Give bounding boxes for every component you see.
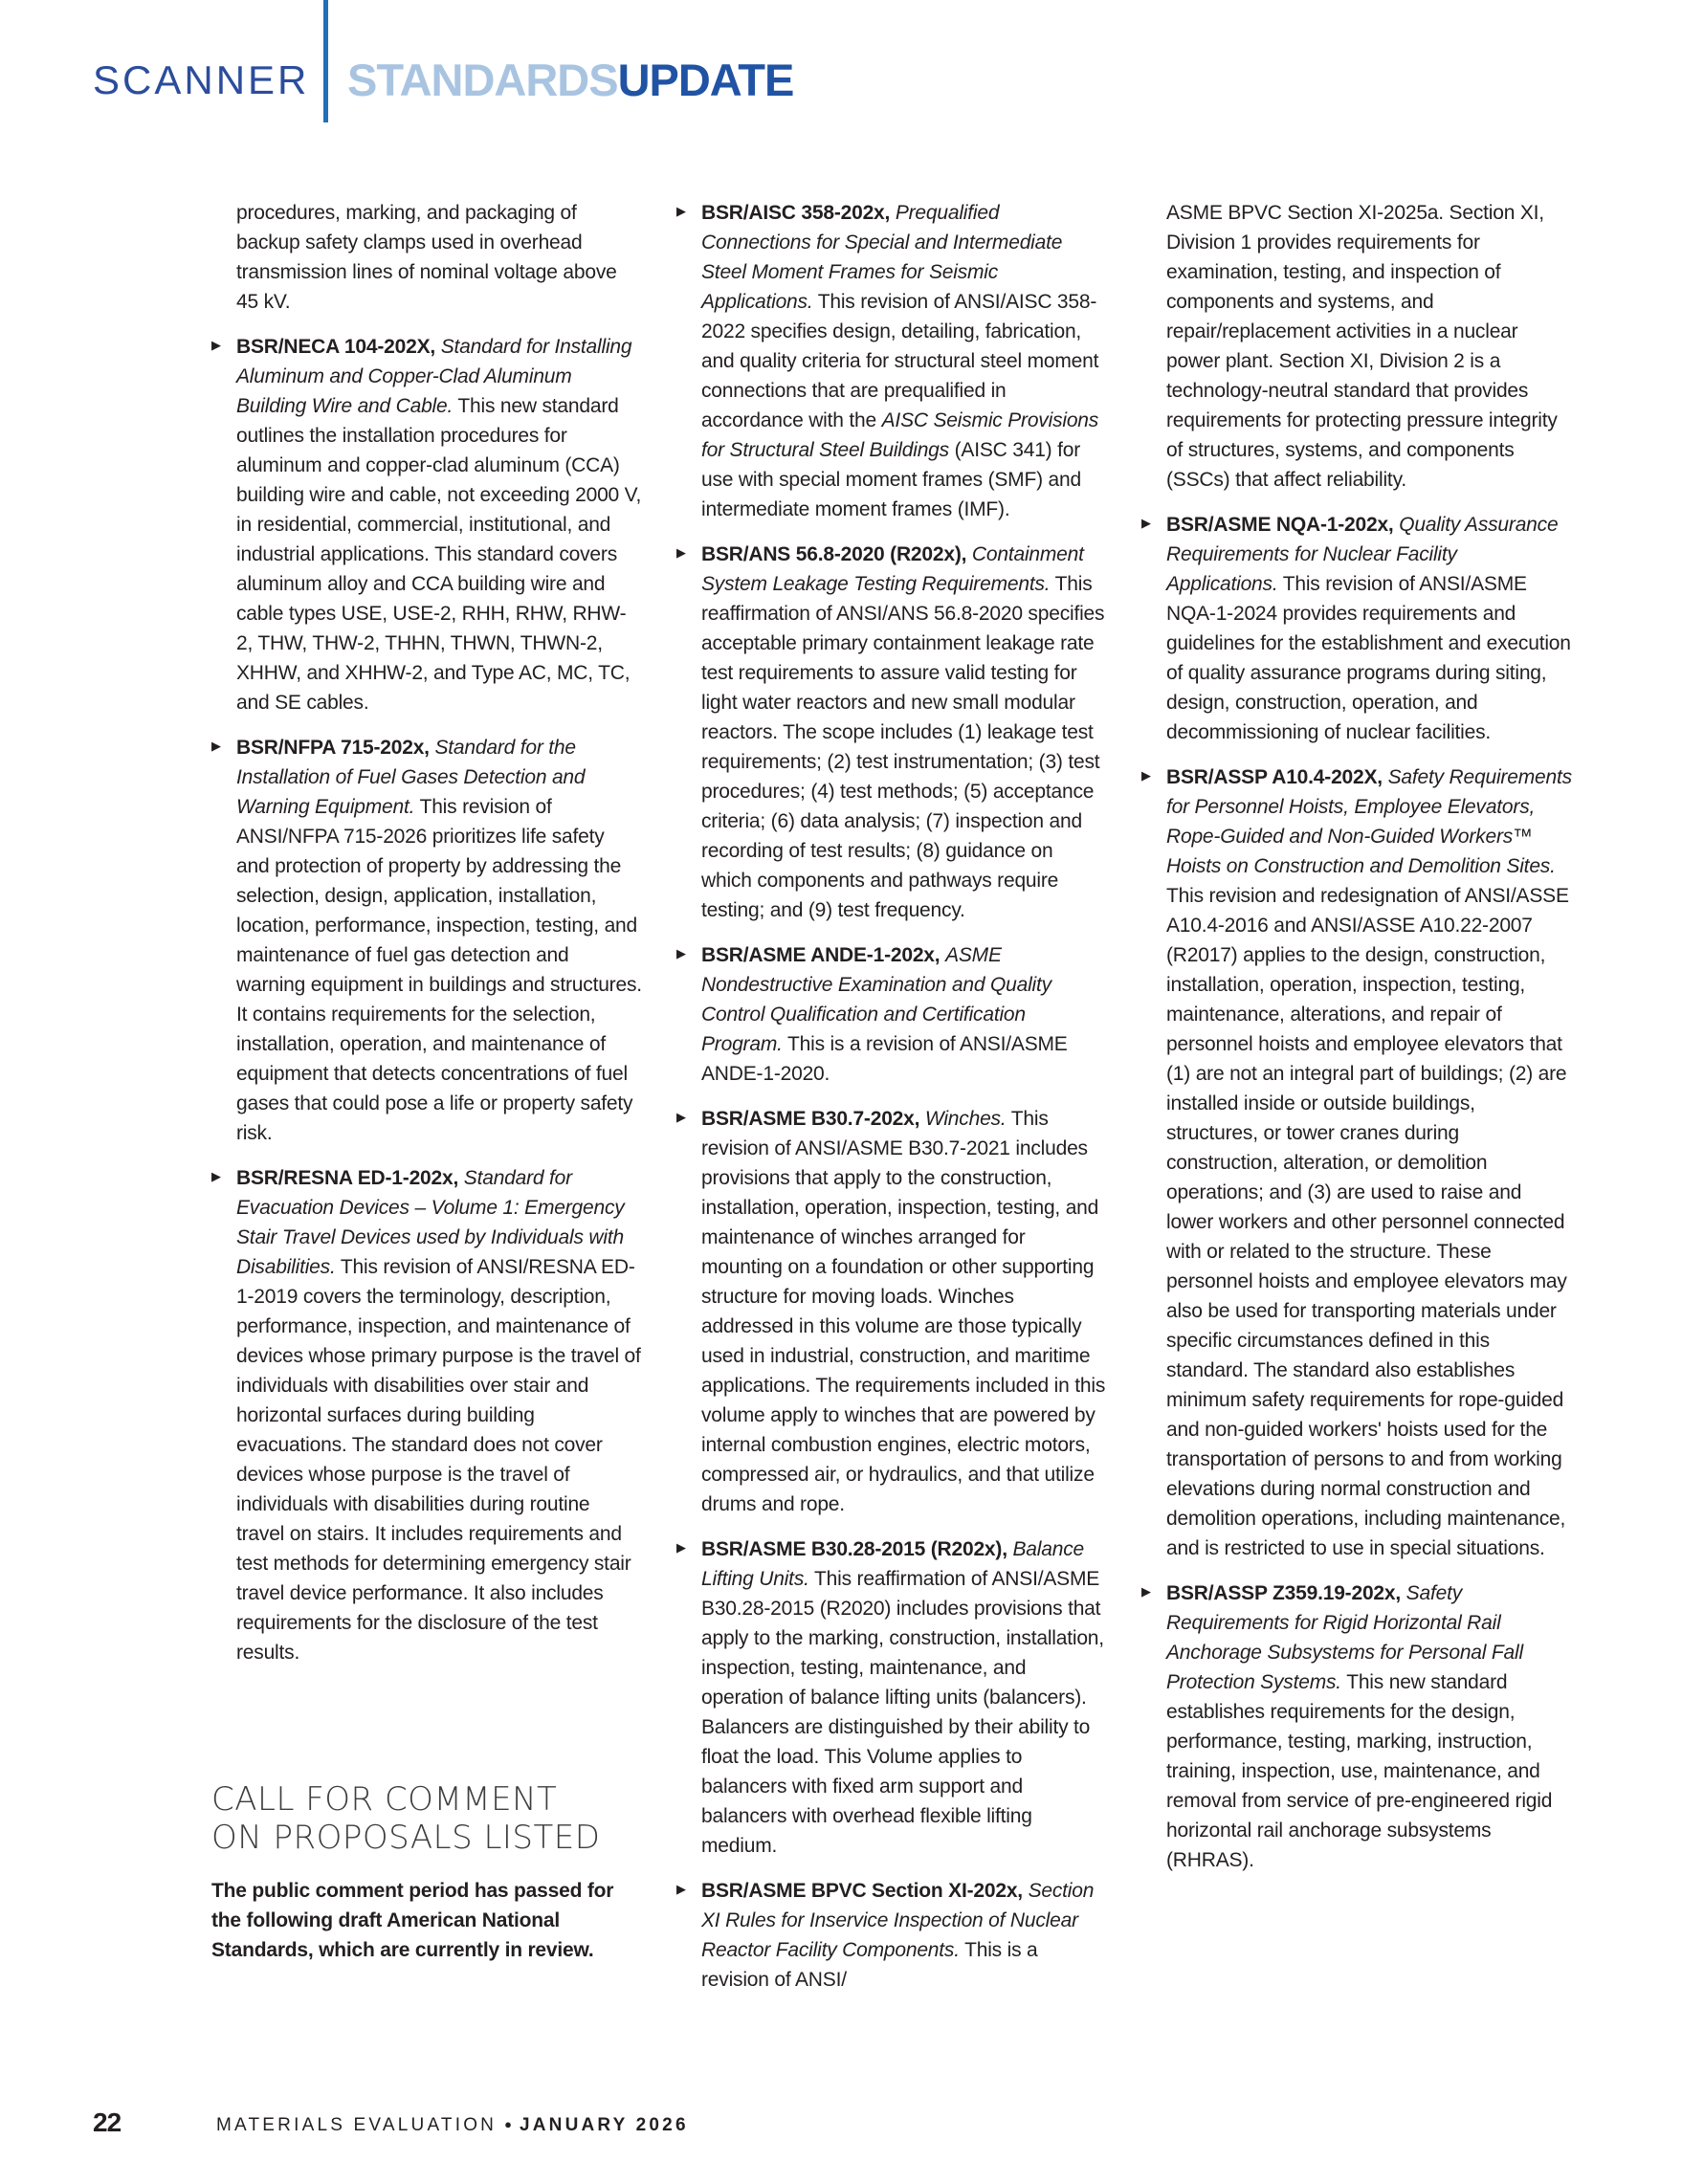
body-text: procedures, marking, and packaging of backup safety clamps used in overhead transmission lines of nominal voltage above 45 kV. (236, 202, 617, 313)
standard-entry (211, 733, 642, 1148)
triangle-bullet-icon: ▶ (676, 1110, 686, 1124)
header-divider-rule (323, 0, 328, 122)
entry-paragraph (236, 332, 642, 717)
body-text: This is a revision of ANSI/ (701, 1939, 1038, 1991)
triangle-bullet-icon: ▶ (211, 338, 221, 352)
standard-entry (676, 1876, 1107, 1995)
continuation-paragraph (1166, 198, 1572, 495)
triangle-bullet-icon: ▶ (676, 946, 686, 960)
body-text: This revision of ANSI/NFPA 715-2026 prioritizes life safety and protection of property by addressing the selection, design, application, installation, location, performance, inspection, testing, and maintenance of fuel gas detection and warning equipment in buildings and structures. It contains requirements for the selection, installation, operation, and maintenance of equipment that detects concentrations of fuel gases that could pose a life or property safety risk. (236, 796, 642, 1144)
issue-date: JANUARY 2026 (519, 2115, 689, 2135)
entry-title: Quality Assurance Requirements for Nuclear Facility Applications. (1166, 514, 1559, 595)
body-text: This revision of ANSI/AISC 358-2022 specifies design, detailing, fabrication, and quality criteria for structural steel moment connections that are prequalified in accordance with the (701, 291, 1099, 431)
body-italic-text: AISC Seismic Provisions for Structural Steel Buildings (701, 409, 1099, 461)
entry-title: Standard for Evacuation Devices – Volume 1: Emergency Stair Travel Devices used by Individuals with Disabilities. (236, 1167, 625, 1278)
section-heading-line: CALL FOR COMMENT (211, 1780, 558, 1819)
entry-code: BSR/ASME B30.7-202x, (701, 1108, 920, 1130)
entry-paragraph (701, 198, 1107, 524)
body-text: This is a revision of ANSI/ASME ANDE-1-2020. (701, 1033, 1068, 1085)
triangle-bullet-icon: ▶ (211, 739, 221, 753)
standard-entry (676, 198, 1107, 524)
entry-paragraph (701, 1104, 1107, 1519)
column-3 (1141, 198, 1572, 1890)
page-number: 22 (93, 2107, 122, 2137)
bullet-separator-icon: ● (504, 2117, 512, 2131)
column-1 (211, 198, 642, 1965)
standard-entry (1141, 510, 1572, 747)
standard-entry (676, 1534, 1107, 1861)
body-text: This revision of ANSI/RESNA ED-1-2019 covers the terminology, description, performance, inspection, and maintenance of devices whose primary purpose is the travel of individuals with disabilities over stair and horizontal surfaces during building evacuations. The standard does not cover devices whose purpose is the travel of individuals with disabilities during routine travel on stairs. It includes requirements and test methods for determining emergency stair travel device performance. It also includes requirements for the disclosure of the test results. (236, 1256, 641, 1664)
triangle-bullet-icon: ▶ (676, 545, 686, 560)
entry-paragraph (236, 733, 642, 1148)
scanner-kicker: SCANNER (93, 57, 310, 102)
standard-entry (211, 1163, 642, 1667)
entry-paragraph (1166, 510, 1572, 747)
entry-paragraph (701, 1876, 1107, 1995)
entry-code: BSR/ASSP Z359.19-202x, (1166, 1582, 1402, 1604)
entry-code: BSR/RESNA ED-1-202x, (236, 1167, 459, 1189)
entry-paragraph (701, 540, 1107, 925)
article-columns (211, 198, 1572, 2010)
entry-code: BSR/ASME NQA-1-202x, (1166, 514, 1394, 536)
entry-title: Balance Lifting Units. (701, 1538, 1084, 1590)
entry-title: Safety Requirements for Rigid Horizontal Rail Anchorage Subsystems for Personal Fall Protection Systems. (1166, 1582, 1523, 1693)
standard-entry (1141, 1578, 1572, 1875)
body-text: This reaffirmation of ANSI/ANS 56.8-2020 specifies acceptable primary containment leakage rate test requirements to assure valid testing for light water reactors and new small modular reactors. The scope includes (1) leakage test requirements; (2) test instrumentation; (3) test procedures; (4) test methods; (5) acceptance criteria; (6) data analysis; (7) inspection and recording of test results; (8) guidance on which components and pathways require testing; and (9) test frequency. (701, 573, 1105, 921)
standard-entry (676, 1104, 1107, 1519)
section-heading-line: ON PROPOSALS LISTED (211, 1819, 601, 1857)
continuation-paragraph (236, 198, 642, 317)
triangle-bullet-icon: ▶ (676, 1540, 686, 1555)
standard-entry (1141, 762, 1572, 1563)
magazine-name: MATERIALS EVALUATION (216, 2115, 498, 2135)
entry-paragraph (236, 1163, 642, 1667)
entry-title: Standard for Installing Aluminum and Copper-Clad Aluminum Building Wire and Cable. (236, 336, 632, 417)
page-title-standards: STANDARDS (347, 55, 618, 105)
entry-paragraph (1166, 762, 1572, 1563)
standard-entry (211, 332, 642, 717)
triangle-bullet-icon: ▶ (676, 204, 686, 218)
section-intro: The public comment period has passed for the following draft American National Standards, which are currently in review. (211, 1880, 614, 1961)
entry-title: Safety Requirements for Personnel Hoists, Employee Elevators, Rope-Guided and Non-Guided Workers™ Hoists on Construction and Demolition Sites. (1166, 766, 1572, 877)
entry-paragraph (1166, 1578, 1572, 1875)
entry-code: BSR/ASME B30.28-2015 (R202x), (701, 1538, 1007, 1560)
body-text: This revision of ANSI/ASME B30.7-2021 includes provisions that apply to the construction, installation, operation, inspection, testing, and maintenance of winches arranged for mounting on a foundation or other supporting structure for moving loads. Winches addressed in this volume are those typically used in industrial, construction, and maritime applications. The requirements included in this volume apply to winches that are powered by internal combustion engines, electric motors, compressed air, or hydraulics, and that utilize drums and rope. (701, 1108, 1106, 1515)
entry-code: BSR/ANS 56.8-2020 (R202x), (701, 543, 967, 565)
entry-code: BSR/NECA 104-202X, (236, 336, 436, 358)
section-heading (211, 1780, 642, 1857)
triangle-bullet-icon: ▶ (1141, 516, 1151, 530)
body-text: (AISC 341) for use with special moment frames (SMF) and intermediate moment frames (IMF). (701, 439, 1081, 520)
body-text: ASME BPVC Section XI-2025a. Section XI, Division 1 provides requirements for examination, testing, and inspection of components and systems, and repair/replacement activities in a nuclear power plant. Section XI, Division 2 is a technology-neutral standard that provides requirements for protecting pressure integrity of structures, systems, and components (SSCs) that affect reliability. (1166, 202, 1558, 491)
triangle-bullet-icon: ▶ (211, 1169, 221, 1183)
entry-title: Standard for the Installation of Fuel Gases Detection and Warning Equipment. (236, 737, 586, 818)
entry-paragraph (701, 940, 1107, 1089)
entry-code: BSR/ASSP A10.4-202X, (1166, 766, 1383, 788)
footer-line (216, 2115, 689, 2136)
column-2 (676, 198, 1107, 2010)
entry-title: Winches. (924, 1108, 1007, 1130)
entry-code: BSR/AISC 358-202x, (701, 202, 891, 224)
entry-code: BSR/NFPA 715-202x, (236, 737, 430, 759)
standard-entry (676, 540, 1107, 925)
triangle-bullet-icon: ▶ (1141, 768, 1151, 783)
entry-code: BSR/ASME ANDE-1-202x, (701, 944, 941, 966)
entry-paragraph (701, 1534, 1107, 1861)
entry-title: Prequalified Connections for Special and Intermediate Steel Moment Frames for Seismic Applications. (701, 202, 1063, 313)
entry-title: ASME Nondestructive Examination and Quality Control Qualification and Certification Program. (701, 944, 1051, 1055)
page-title-update: UPDATE (617, 55, 794, 105)
page-title (347, 54, 793, 106)
body-text: This revision of ANSI/ASME NQA-1-2024 provides requirements and guidelines for the establishment and execution of quality assurance programs during siting, design, construction, operation, and decommissioning of nuclear facilities. (1166, 573, 1571, 743)
entry-title: Section XI Rules for Inservice Inspection of Nuclear Reactor Facility Components. (701, 1880, 1095, 1961)
standard-entry (676, 940, 1107, 1089)
triangle-bullet-icon: ▶ (1141, 1584, 1151, 1599)
body-text: This new standard establishes requirements for the design, performance, testing, marking, instruction, training, inspection, use, maintenance, and removal from service of pre-engineered rigid horizontal rail anchorage subsystems (RHRAS). (1166, 1671, 1553, 1871)
triangle-bullet-icon: ▶ (676, 1882, 686, 1896)
body-text: This reaffirmation of ANSI/ASME B30.28-2015 (R2020) includes provisions that apply to the marking, construction, installation, inspection, testing, maintenance, and operation of balance lifting units (balancers). Balancers are distinguished by their ability to float the load. This Volume applies to balancers with fixed arm support and balancers with overhead flexible lifting medium. (701, 1568, 1104, 1857)
body-text: This new standard outlines the installation procedures for aluminum and copper-clad aluminum (CCA) building wire and cable, not exceeding 2000 V, in residential, commercial, institutional, and industrial applications. This standard covers aluminum alloy and CCA building wire and cable types USE, USE-2, RHH, RHW, RHW-2, THW, THW-2, THHN, THWN, THWN-2, XHHW, and XHHW-2, and Type AC, MC, TC, and SE cables. (236, 395, 642, 714)
entry-code: BSR/ASME BPVC Section XI-202x, (701, 1880, 1023, 1902)
body-text: This revision and redesignation of ANSI/ASSE A10.4-2016 and ANSI/ASSE A10.22-2007 (R2017) applies to the design, construction, installation, operation, inspection, testing, maintenance, alterations, and repair of personnel hoists and employee elevators that (1) are not an integral part of buildings; (2) are installed inside or outside buildings, structures, or tower cranes during construction, alteration, or demolition operations; and (3) are used to raise and lower workers and other personnel connected with or related to the structure. These personnel hoists and employee elevators may also be used for transporting materials under specific circumstances defined in this standard. The standard also establishes minimum safety requirements for rope-guided and non-guided workers' hoists used for the transportation of persons to and from working elevations during normal construction and demolition operations, including maintenance, and is restricted to use in special situations. (1166, 885, 1569, 1559)
entry-title: Containment System Leakage Testing Requirements. (701, 543, 1084, 595)
